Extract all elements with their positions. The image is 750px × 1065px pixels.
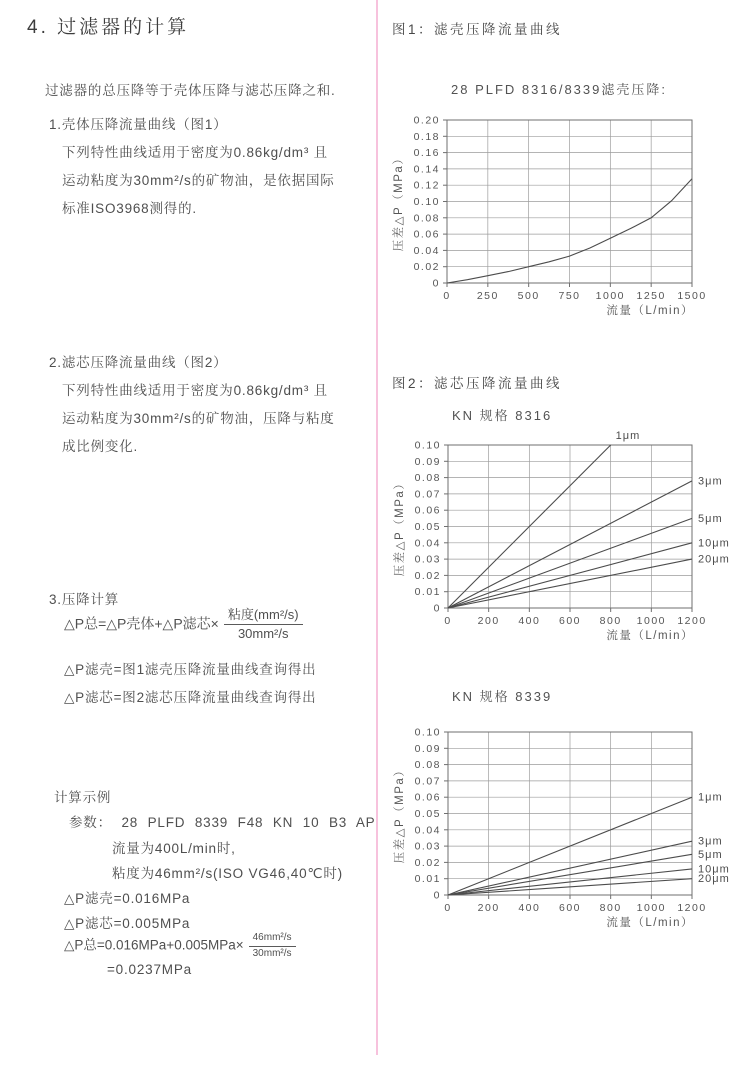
formula-note-shell: △P滤壳=图1滤壳压降流量曲线查询得出	[64, 662, 317, 677]
chart-svg	[385, 685, 750, 943]
svg-text:0: 0	[433, 602, 441, 615]
pressure-drop-formula	[64, 607, 303, 643]
svg-text:1000: 1000	[636, 615, 667, 627]
example-params: 参数： 28 PLFD 8339 F48 KN 10 B3 AP	[69, 815, 376, 830]
section1-line2: 运动粘度为30mm²/s的矿物油，是依据国际	[62, 173, 335, 188]
svg-text:0.12: 0.12	[413, 179, 440, 192]
svg-text:压差△P（MPa）: 压差△P（MPa）	[394, 763, 406, 864]
formula-numerator: 粘度(mm²/s)	[224, 607, 303, 625]
section2-line2: 运动粘度为30mm²/s的矿物油，压降与粘度	[62, 411, 335, 426]
svg-text:0.06: 0.06	[413, 228, 440, 241]
svg-text:压差△P（MPa）: 压差△P（MPa）	[393, 151, 405, 252]
svg-text:0.09: 0.09	[414, 455, 441, 468]
example-total	[64, 932, 296, 960]
example-viscosity: 粘度为46mm²/s(ISO VG46,40℃时)	[112, 866, 343, 881]
svg-text:0: 0	[444, 902, 452, 914]
section2-line1: 下列特性曲线适用于密度为0.86kg/dm³ 且	[62, 383, 328, 398]
svg-text:0.08: 0.08	[414, 472, 441, 485]
svg-text:20μm: 20μm	[698, 873, 730, 886]
section1-line1: 下列特性曲线适用于密度为0.86kg/dm³ 且	[62, 145, 328, 160]
section1-heading: 1.壳体压降流量曲线（图1）	[49, 117, 228, 132]
section2-heading: 2.滤芯压降流量曲线（图2）	[49, 355, 228, 370]
svg-text:0.03: 0.03	[414, 840, 441, 853]
svg-text:0.10: 0.10	[414, 726, 441, 739]
svg-text:KN 规格 8339: KN 规格 8339	[452, 689, 553, 704]
svg-text:1200: 1200	[677, 615, 707, 627]
example-flow: 流量为400L/min时,	[112, 841, 236, 856]
svg-text:1000: 1000	[636, 902, 667, 914]
svg-text:600: 600	[558, 902, 582, 914]
example-dp-shell: △P滤壳=0.016MPa	[64, 891, 191, 906]
svg-text:0.04: 0.04	[413, 244, 440, 257]
svg-text:0.09: 0.09	[414, 742, 441, 755]
svg-text:0.16: 0.16	[413, 147, 440, 160]
svg-text:0.02: 0.02	[414, 569, 441, 582]
example-heading: 计算示例	[54, 790, 112, 805]
svg-text:200: 200	[477, 615, 500, 627]
svg-text:0.01: 0.01	[414, 586, 441, 599]
svg-text:10μm: 10μm	[698, 863, 730, 876]
formula-lhs: △P总=△P壳体+△P滤芯×	[64, 615, 219, 632]
column-divider-line	[376, 0, 378, 1055]
svg-text:0.18: 0.18	[413, 130, 440, 143]
figure1-chart	[385, 78, 747, 341]
example-total-lhs: △P总=0.016MPa+0.005MPa×	[64, 937, 244, 953]
svg-text:500: 500	[517, 290, 540, 302]
example-dp-element: △P滤芯=0.005MPa	[64, 916, 191, 931]
figure2-chart-kn8316	[385, 400, 750, 657]
svg-text:0.02: 0.02	[414, 856, 441, 869]
svg-text:28 PLFD 8316/8339滤壳压降:: 28 PLFD 8316/8339滤壳压降:	[451, 82, 667, 97]
svg-text:0.07: 0.07	[414, 775, 441, 788]
svg-text:600: 600	[558, 615, 582, 627]
section3-heading: 3.压降计算	[49, 592, 120, 607]
svg-text:1500: 1500	[677, 290, 707, 302]
svg-text:0.04: 0.04	[414, 537, 441, 550]
svg-text:200: 200	[477, 902, 500, 914]
figure1-caption: 图1：滤壳压降流量曲线	[392, 22, 563, 37]
formula-fraction	[224, 607, 303, 643]
formula-denominator: 30mm²/s	[237, 626, 289, 642]
example-denominator: 30mm²/s	[252, 947, 292, 959]
svg-text:0.08: 0.08	[413, 212, 440, 225]
svg-text:0.05: 0.05	[414, 521, 441, 533]
svg-text:0.10: 0.10	[414, 439, 441, 452]
section1-line3: 标准ISO3968测得的.	[62, 201, 197, 216]
svg-text:压差△P（MPa）: 压差△P（MPa）	[394, 476, 406, 577]
svg-text:0: 0	[433, 889, 441, 902]
svg-text:0: 0	[444, 615, 452, 627]
svg-text:250: 250	[476, 290, 499, 302]
svg-text:流量（L/min）: 流量（L/min）	[606, 305, 694, 317]
formula-note-element: △P滤芯=图2滤芯压降流量曲线查询得出	[64, 690, 317, 705]
svg-text:0: 0	[432, 277, 440, 290]
svg-text:750: 750	[558, 290, 581, 302]
svg-text:0.08: 0.08	[414, 759, 441, 772]
svg-text:800: 800	[599, 902, 622, 914]
svg-text:0: 0	[443, 290, 451, 302]
intro-text: 过滤器的总压降等于壳体压降与滤芯压降之和.	[45, 83, 336, 98]
svg-text:流量（L/min）: 流量（L/min）	[606, 917, 694, 929]
chart-svg	[385, 78, 747, 336]
svg-text:KN 规格 8316: KN 规格 8316	[452, 408, 553, 423]
svg-text:0.20: 0.20	[413, 114, 440, 127]
svg-text:1μm: 1μm	[698, 791, 723, 804]
figure2-chart-kn8339	[385, 685, 750, 948]
svg-text:1200: 1200	[677, 902, 707, 914]
svg-text:800: 800	[599, 615, 622, 627]
svg-text:0.05: 0.05	[414, 808, 441, 820]
svg-text:5μm: 5μm	[698, 848, 723, 861]
chart-svg	[385, 400, 750, 652]
svg-text:流量（L/min）: 流量（L/min）	[606, 630, 694, 642]
svg-text:0.02: 0.02	[413, 261, 440, 274]
svg-text:0.06: 0.06	[414, 791, 441, 804]
svg-text:1250: 1250	[636, 290, 666, 302]
svg-text:20μm: 20μm	[698, 553, 730, 566]
page-title: 4. 过滤器的计算	[27, 17, 190, 38]
svg-text:0.01: 0.01	[414, 873, 441, 886]
svg-text:0.07: 0.07	[414, 488, 441, 501]
svg-text:3μm: 3μm	[698, 475, 723, 488]
svg-text:10μm: 10μm	[698, 537, 730, 550]
figure2-caption: 图2：滤芯压降流量曲线	[392, 376, 563, 391]
example-numerator: 46mm²/s	[249, 932, 296, 947]
svg-text:0.10: 0.10	[413, 196, 440, 208]
svg-text:1000: 1000	[595, 290, 626, 302]
example-fraction	[249, 932, 296, 960]
example-total-result: =0.0237MPa	[107, 962, 192, 977]
svg-text:0.06: 0.06	[414, 504, 441, 517]
svg-text:0.04: 0.04	[414, 824, 441, 837]
section2-line3: 成比例变化.	[62, 439, 139, 454]
svg-text:400: 400	[518, 615, 541, 627]
svg-text:5μm: 5μm	[698, 512, 723, 525]
svg-text:1μm: 1μm	[615, 430, 641, 442]
svg-text:400: 400	[518, 902, 541, 914]
svg-text:3μm: 3μm	[698, 835, 723, 848]
svg-text:0.03: 0.03	[414, 553, 441, 566]
svg-text:0.14: 0.14	[413, 163, 440, 176]
